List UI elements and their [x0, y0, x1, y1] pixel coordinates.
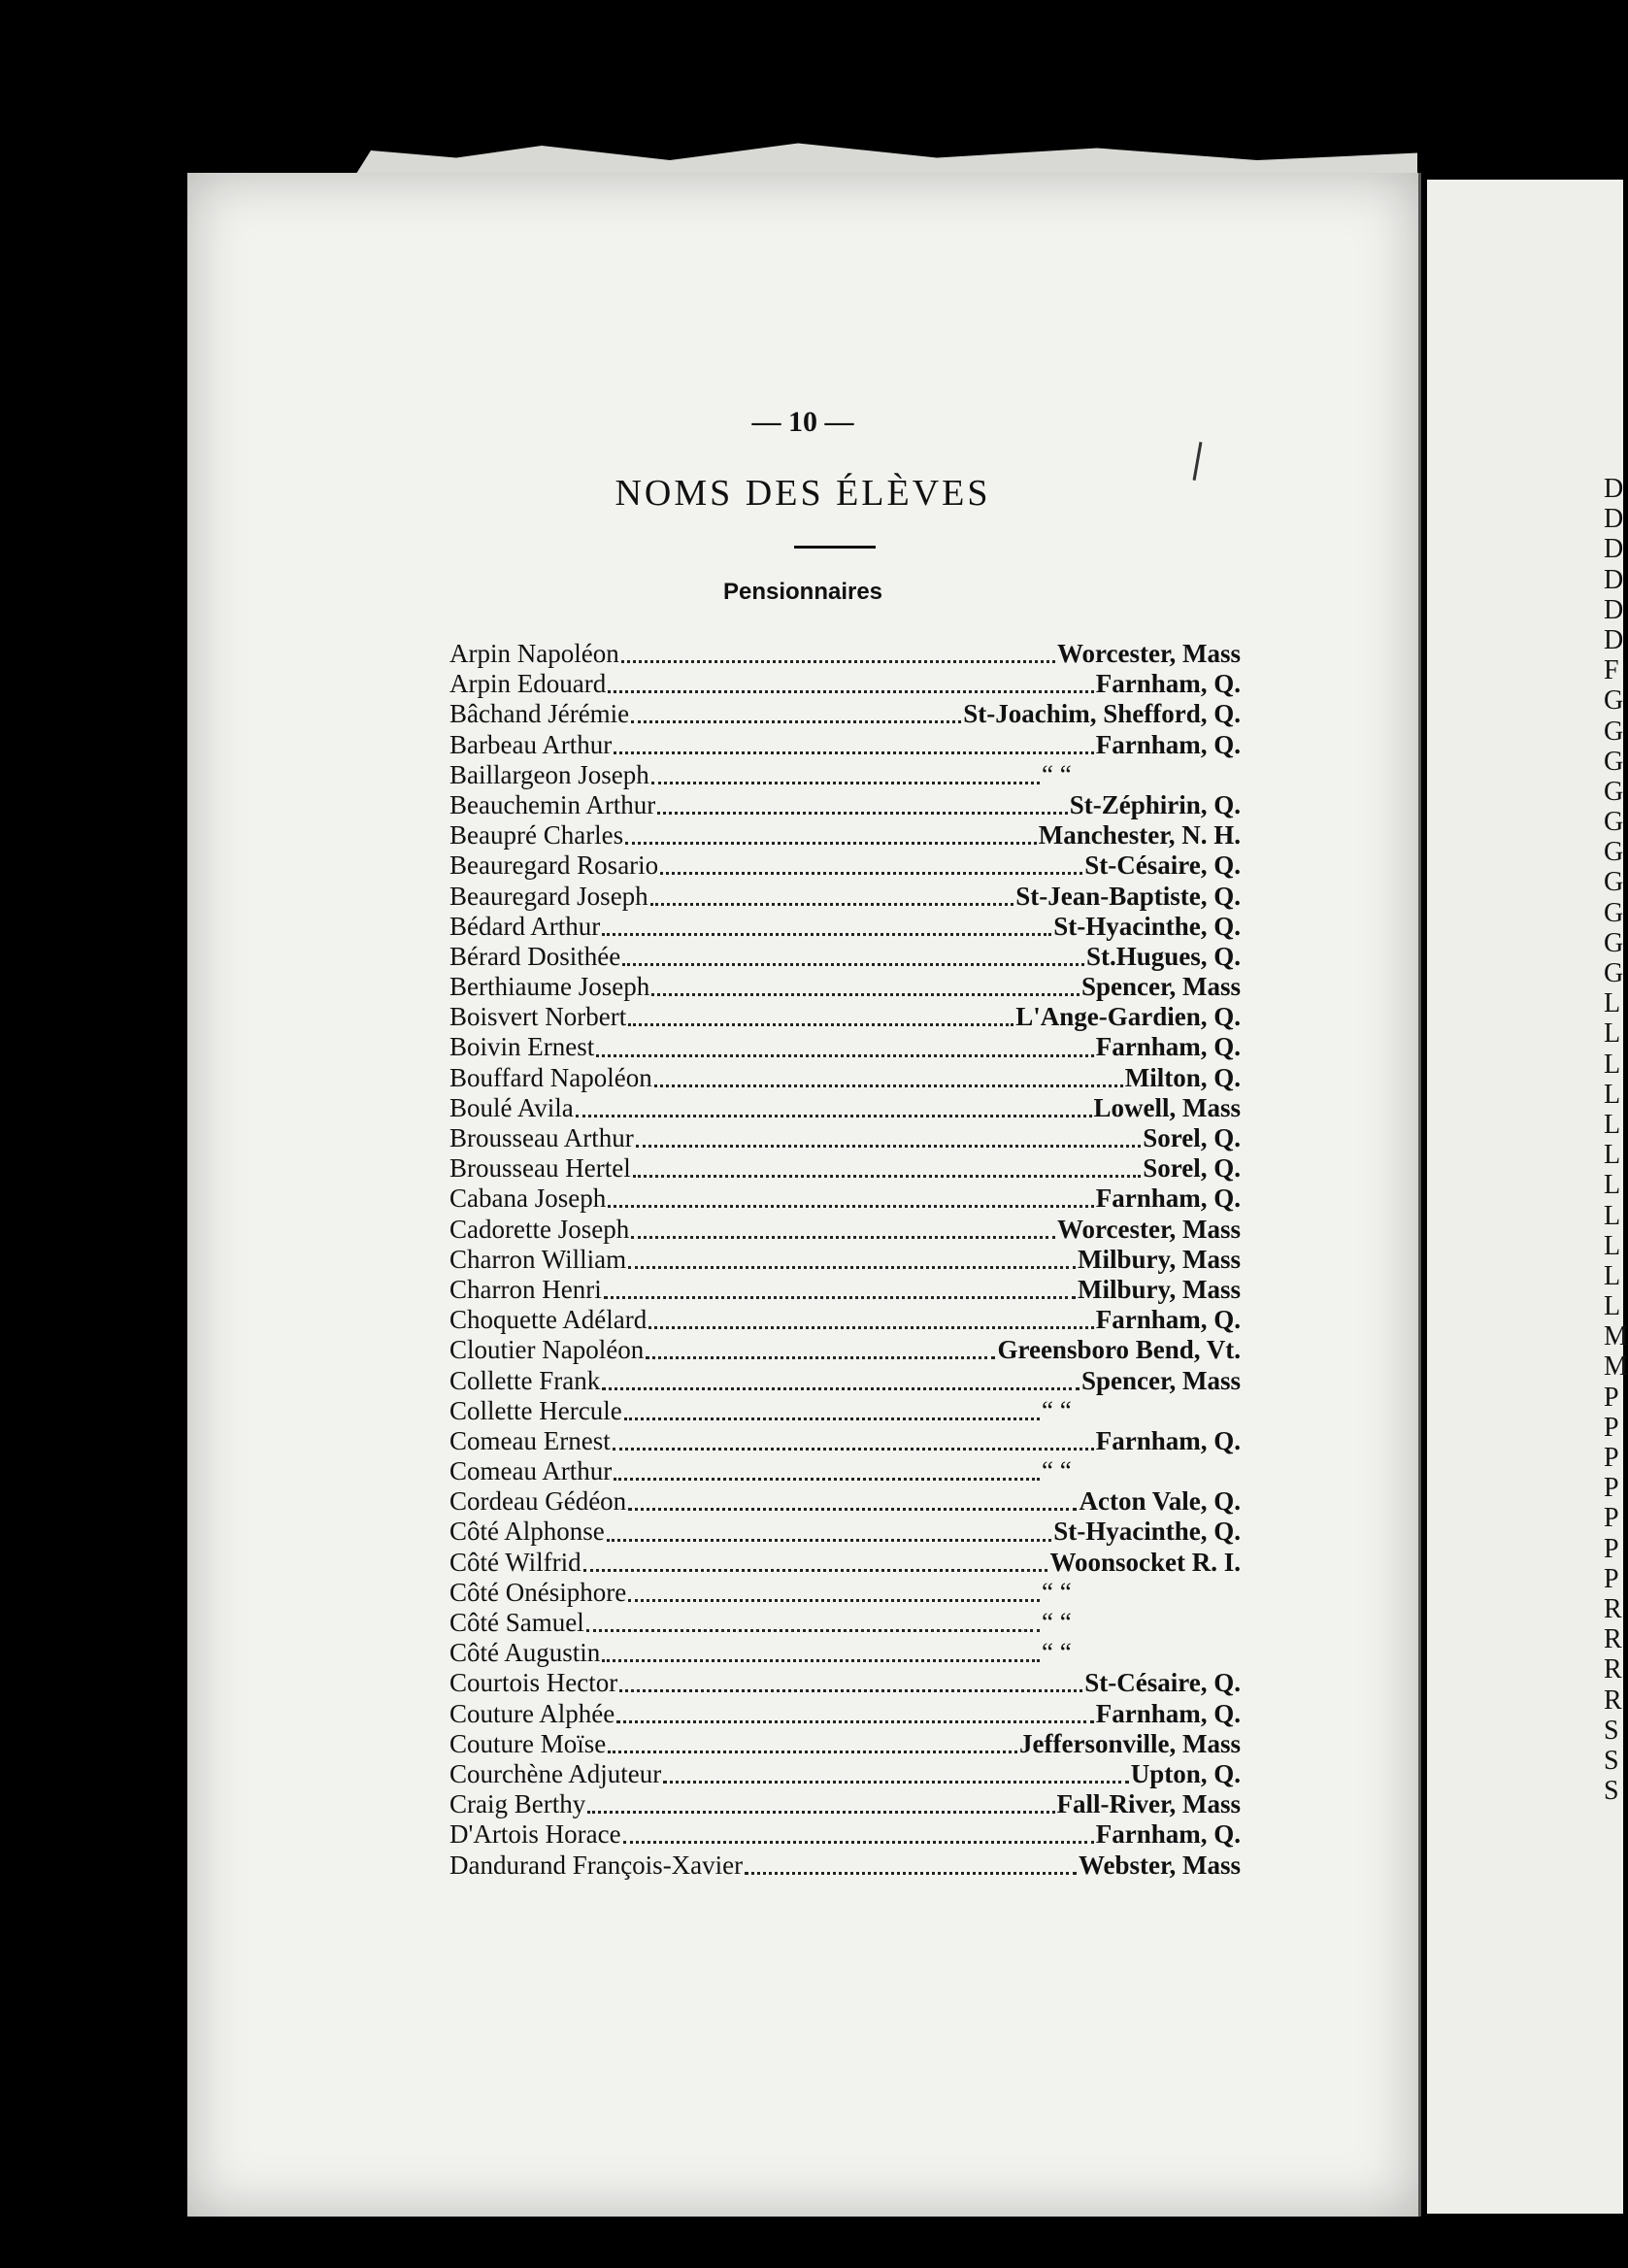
student-name: Choquette Adélard: [449, 1305, 648, 1335]
list-item: [449, 942, 1241, 972]
student-name: D'Artois Horace: [449, 1819, 621, 1850]
leader-dots: [628, 1599, 1040, 1602]
list-item: [449, 1699, 1241, 1729]
student-name: Cordeau Gédéon: [449, 1486, 627, 1517]
right-page-letter: P: [1604, 1473, 1619, 1504]
right-page-letter: L: [1604, 1079, 1621, 1110]
list-item: [449, 1638, 1241, 1668]
list-item: [449, 912, 1241, 942]
leader-dots: [648, 1326, 1094, 1329]
leader-dots: [660, 872, 1082, 875]
student-place: St-Jean-Baptiste, Q.: [1015, 881, 1241, 911]
leader-dots: [604, 1296, 1076, 1299]
right-page-letter: L: [1604, 1018, 1621, 1050]
right-page-letter: R: [1604, 1684, 1622, 1716]
list-item: [449, 1517, 1241, 1547]
list-item: [449, 639, 1241, 669]
right-page-letter: L: [1604, 1140, 1621, 1171]
right-page-letter: L: [1604, 1200, 1621, 1231]
student-place: Sorel, Q.: [1143, 1123, 1241, 1152]
student-name: Beaupré Charles: [449, 820, 624, 850]
list-item: [449, 1305, 1241, 1335]
right-page-letter: G: [1604, 897, 1624, 928]
student-name: Comeau Ernest: [449, 1425, 611, 1455]
student-name: Barbeau Arthur: [449, 729, 613, 759]
student-name: Baillargeon Joseph: [449, 759, 649, 789]
list-item: [449, 820, 1241, 850]
student-place: St-Hyacinthe, Q.: [1053, 911, 1241, 941]
leader-dots: [608, 1205, 1094, 1208]
right-page-letter: L: [1604, 1109, 1621, 1140]
student-list: [449, 639, 1241, 1881]
leader-dots: [614, 751, 1094, 754]
leader-dots: [608, 690, 1094, 693]
student-place: Farnham, Q.: [1095, 1305, 1241, 1335]
leader-dots: [602, 933, 1051, 936]
student-name: Côté Augustin: [449, 1638, 601, 1668]
right-page-letter: G: [1604, 837, 1624, 868]
student-place: St-Zéphirin, Q.: [1069, 789, 1241, 819]
student-place: Jeffersonville, Mass: [1019, 1728, 1241, 1758]
student-name: Côté Onésiphore: [449, 1577, 627, 1607]
page-number: — 10 —: [751, 406, 854, 438]
right-page-letter: G: [1604, 776, 1624, 807]
leader-dots: [607, 1539, 1052, 1542]
student-name: Brousseau Hertel: [449, 1153, 631, 1184]
leader-dots: [650, 903, 1014, 906]
student-name: Comeau Arthur: [449, 1456, 613, 1486]
right-page-letter: D: [1604, 474, 1624, 504]
student-name: Bérard Dosithée: [449, 941, 621, 971]
list-item: [449, 1366, 1241, 1396]
student-place: Milton, Q.: [1124, 1062, 1241, 1092]
right-page-letter: G: [1604, 867, 1624, 898]
student-name: Bâchand Jérémie: [449, 699, 630, 729]
student-place: Farnham, Q.: [1095, 1425, 1241, 1455]
student-name: Courchène Adjuteur: [449, 1758, 662, 1788]
right-page-letter: R: [1604, 1654, 1622, 1685]
student-place: Worcester, Mass: [1057, 639, 1241, 668]
list-item: [449, 1456, 1241, 1486]
student-name: Beauregard Joseph: [449, 881, 648, 911]
leader-dots: [623, 1841, 1094, 1844]
student-place: Manchester, N. H.: [1038, 820, 1241, 850]
list-item: [449, 1032, 1241, 1062]
right-page-letter: G: [1604, 807, 1624, 838]
student-name: Dandurand François-Xavier: [449, 1850, 744, 1880]
student-name: Boivin Ernest: [449, 1032, 595, 1062]
list-item: [449, 1184, 1241, 1214]
right-page-letter: P: [1604, 1563, 1619, 1594]
list-item: [449, 1002, 1241, 1032]
student-place: “ “: [1042, 1608, 1072, 1637]
leader-dots: [613, 1448, 1094, 1451]
leader-dots: [633, 1175, 1142, 1178]
list-item: [449, 1215, 1241, 1245]
list-item: [449, 1335, 1241, 1365]
student-name: Cloutier Napoléon: [449, 1335, 645, 1365]
leader-dots: [651, 993, 1080, 996]
student-place: Lowell, Mass: [1093, 1092, 1241, 1122]
leader-dots: [654, 1084, 1123, 1087]
leader-dots: [745, 1872, 1077, 1875]
right-page-letter: S: [1604, 1715, 1619, 1746]
right-page-letter: L: [1604, 1049, 1621, 1080]
leader-dots: [646, 1356, 995, 1359]
right-page-letter: D: [1604, 564, 1624, 595]
student-place: Farnham, Q.: [1095, 669, 1241, 699]
student-place: “ “: [1042, 1638, 1072, 1668]
right-page-letter: P: [1604, 1533, 1619, 1564]
student-place: Sorel, Q.: [1143, 1153, 1241, 1184]
list-item: [449, 850, 1241, 881]
student-place: Fall-River, Mass: [1056, 1789, 1241, 1819]
student-place: St-Hyacinthe, Q.: [1053, 1517, 1241, 1547]
student-place: “ “: [1042, 1577, 1072, 1607]
student-name: Boisvert Norbert: [449, 1002, 627, 1032]
right-page-letter: G: [1604, 927, 1624, 958]
student-name: Bouffard Napoléon: [449, 1062, 652, 1092]
student-place: St-Césaire, Q.: [1084, 850, 1241, 881]
right-page-letter: D: [1604, 504, 1624, 535]
list-item: [449, 1668, 1241, 1698]
right-page-letter: L: [1604, 1260, 1621, 1291]
student-place: Farnham, Q.: [1095, 1032, 1241, 1062]
student-name: Charron William: [449, 1244, 627, 1274]
list-item: [449, 1548, 1241, 1578]
leader-dots: [586, 1629, 1040, 1632]
leader-dots: [622, 963, 1084, 966]
student-place: Woonsocket R. I.: [1049, 1547, 1241, 1577]
left-page: [187, 173, 1421, 2217]
student-place: Farnham, Q.: [1095, 1698, 1241, 1728]
leader-dots: [602, 1387, 1080, 1390]
student-place: Spencer, Mass: [1080, 972, 1241, 1002]
leader-dots: [663, 1781, 1129, 1784]
list-item: [449, 669, 1241, 699]
leader-dots: [614, 1478, 1040, 1481]
student-place: Milbury, Mass: [1077, 1274, 1241, 1304]
leader-dots: [636, 1145, 1142, 1148]
right-page-fragment: [1427, 180, 1623, 2214]
student-name: Boulé Avila: [449, 1092, 574, 1122]
list-item: [449, 1426, 1241, 1456]
student-place: Webster, Mass: [1079, 1850, 1241, 1880]
leader-dots: [631, 1236, 1055, 1239]
list-item: [449, 790, 1241, 820]
list-item: [449, 730, 1241, 760]
student-name: Cadorette Joseph: [449, 1214, 630, 1244]
list-item: [449, 1063, 1241, 1093]
list-item: [449, 1486, 1241, 1517]
student-place: Acton Vale, Q.: [1079, 1486, 1241, 1517]
student-place: “ “: [1042, 1456, 1072, 1486]
student-name: Bédard Arthur: [449, 911, 601, 941]
student-place: Worcester, Mass: [1057, 1214, 1241, 1244]
student-place: St-Joachim, Shefford, Q.: [963, 699, 1241, 729]
title-rule: [794, 546, 876, 549]
student-name: Côté Samuel: [449, 1608, 584, 1637]
student-place: “ “: [1042, 759, 1072, 789]
list-item: [449, 1578, 1241, 1608]
section-heading: Pensionnaires: [722, 579, 883, 605]
right-page-letter: R: [1604, 1624, 1622, 1655]
list-item: [449, 699, 1241, 729]
student-place: Milbury, Mass: [1077, 1244, 1241, 1274]
leader-dots: [602, 1659, 1040, 1662]
right-page-letter: D: [1604, 594, 1624, 625]
leader-dots: [625, 842, 1037, 845]
right-page-letter: P: [1604, 1503, 1619, 1534]
student-name: Collette Frank: [449, 1365, 601, 1395]
list-item: [449, 1608, 1241, 1638]
leader-dots: [651, 782, 1040, 784]
list-item: [449, 1759, 1241, 1789]
right-page-letter: D: [1604, 624, 1624, 655]
student-place: Farnham, Q.: [1095, 1819, 1241, 1850]
student-name: Arpin Napoléon: [449, 639, 619, 668]
student-name: Collette Hercule: [449, 1395, 622, 1425]
student-place: Upton, Q.: [1130, 1758, 1241, 1788]
list-item: [449, 1789, 1241, 1819]
student-name: Brousseau Arthur: [449, 1123, 634, 1152]
right-page-letter: S: [1604, 1745, 1619, 1776]
right-page-letter: G: [1604, 746, 1624, 777]
right-page-letter: R: [1604, 1593, 1622, 1624]
student-name: Couture Alphée: [449, 1698, 615, 1728]
leader-dots: [628, 1266, 1076, 1269]
leader-dots: [621, 660, 1055, 663]
list-item: [449, 1275, 1241, 1305]
student-name: Couture Moïse: [449, 1728, 607, 1758]
leader-dots: [657, 812, 1068, 815]
student-place: L'Ange-Gardien, Q.: [1015, 1002, 1241, 1032]
right-page-letter: S: [1604, 1776, 1619, 1807]
list-item: [449, 1729, 1241, 1759]
leader-dots: [619, 1689, 1082, 1692]
leader-dots: [628, 1508, 1077, 1511]
right-page-letter: M: [1604, 1321, 1628, 1352]
list-item: [449, 1819, 1241, 1850]
leader-dots: [587, 1811, 1054, 1814]
leader-dots: [576, 1115, 1092, 1117]
right-page-letter: P: [1604, 1443, 1619, 1473]
list-item: [449, 882, 1241, 912]
student-place: Greensboro Bend, Vt.: [997, 1335, 1241, 1365]
student-place: Spencer, Mass: [1080, 1365, 1241, 1395]
list-item: [449, 1245, 1241, 1275]
student-place: Farnham, Q.: [1095, 729, 1241, 759]
right-page-letter: P: [1604, 1382, 1619, 1413]
student-name: Beauregard Rosario: [449, 850, 659, 881]
right-page-letter: M: [1604, 1351, 1628, 1383]
student-name: Beauchemin Arthur: [449, 789, 656, 819]
leader-dots: [628, 1023, 1013, 1026]
student-name: Côté Alphonse: [449, 1517, 605, 1547]
student-place: St.Hugues, Q.: [1085, 941, 1241, 971]
list-item: [449, 972, 1241, 1002]
student-name: Craig Berthy: [449, 1789, 586, 1819]
right-page-letter: G: [1604, 716, 1624, 747]
right-page-letter: G: [1604, 685, 1624, 717]
right-page-letter: D: [1604, 534, 1624, 565]
leader-dots: [616, 1720, 1094, 1723]
student-place: “ “: [1042, 1395, 1072, 1425]
right-page-letter: F: [1604, 655, 1619, 686]
right-page-letter: L: [1604, 1291, 1621, 1322]
student-place: St-Césaire, Q.: [1084, 1668, 1241, 1698]
list-item: [449, 1851, 1241, 1881]
leader-dots: [624, 1418, 1040, 1420]
leader-dots: [608, 1751, 1017, 1753]
right-page-letter: L: [1604, 1230, 1621, 1261]
list-item: [449, 1093, 1241, 1123]
student-name: Côté Wilfrid: [449, 1547, 581, 1577]
leader-dots: [583, 1569, 1048, 1572]
student-name: Cabana Joseph: [449, 1184, 607, 1214]
list-item: [449, 1396, 1241, 1426]
student-place: Farnham, Q.: [1095, 1184, 1241, 1214]
student-name: Charron Henri: [449, 1274, 602, 1304]
leader-dots: [596, 1054, 1093, 1057]
right-page-letter: L: [1604, 988, 1621, 1019]
list-item: [449, 1123, 1241, 1153]
page-title: NOMS DES ÉLÈVES: [615, 473, 991, 514]
list-item: [449, 760, 1241, 790]
student-name: Courtois Hector: [449, 1668, 618, 1698]
right-page-letter: L: [1604, 1170, 1621, 1201]
right-page-letters: [1604, 474, 1628, 1806]
student-name: Arpin Edouard: [449, 669, 607, 699]
leader-dots: [631, 720, 961, 723]
list-item: [449, 1153, 1241, 1184]
right-page-letter: G: [1604, 958, 1624, 988]
right-page-letter: P: [1604, 1412, 1619, 1443]
student-name: Berthiaume Joseph: [449, 972, 650, 1002]
